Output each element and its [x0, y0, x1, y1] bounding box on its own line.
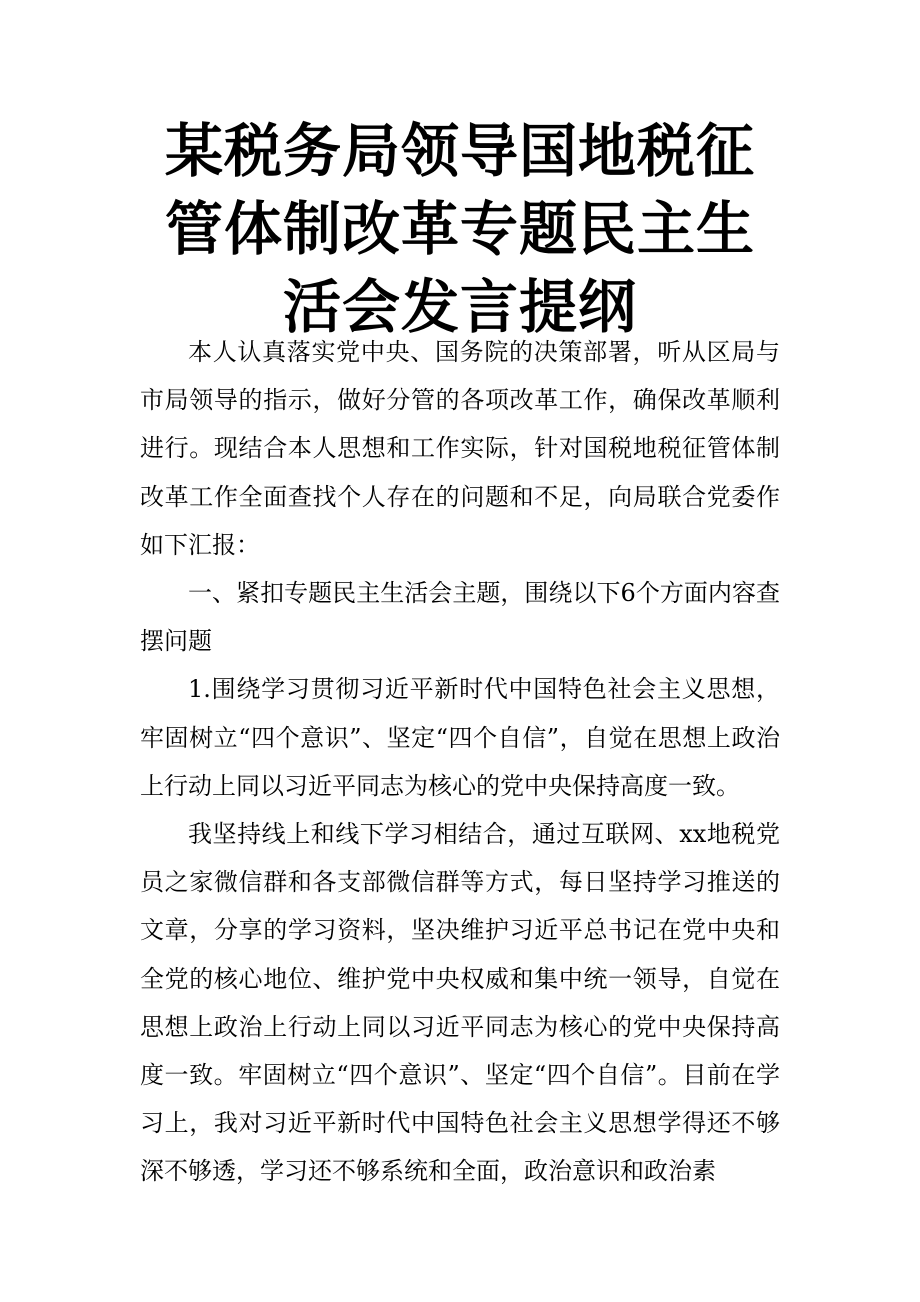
paragraph-intro: 本人认真落实党中央、国务院的决策部署，听从区局与市局领导的指示，做好分管的各项改革工作，确保改革顺利进行。现结合本人思想和工作实际，针对国税地税征管体制改革工作全面查找个人存在的问题和不足，向局联合党委作如下汇报： [140, 338, 780, 559]
document-title: 某税务局领导国地税征管体制改革专题民主生活会发言提纲 [164, 117, 755, 341]
paragraph-section-heading: 一、紧扣专题民主生活会主题，围绕以下6个方面内容查摆问题 [140, 579, 780, 656]
paragraph-item-1: 1.围绕学习贯彻习近平新时代中国特色社会主义思想，牢固树立“四个意识”、坚定“四个自信”，自觉在思想上政治上行动上同以习近平同志为核心的党中央保持高度一致。 [140, 675, 780, 800]
document-body [140, 328, 780, 1196]
paragraph-study-report: 我坚持线上和线下学习相结合，通过互联网、xx地税党员之家微信群和各支部微信群等方式，每日坚持学习推送的文章，分享的学习资料，坚决维护习近平总书记在党中央和全党的核心地位、维护党中央权威和集中统一领导，自觉在思想上政治上行动上同以习近平同志为核心的党中央保持高度一致。牢固树立“四个意识”、坚定“四个自信”。目前在学习上，我对习近平新时代中国特色社会主义思想学得还不够深不够透，学习还不够系统和全面，政治意识和政治素 [140, 820, 780, 1186]
